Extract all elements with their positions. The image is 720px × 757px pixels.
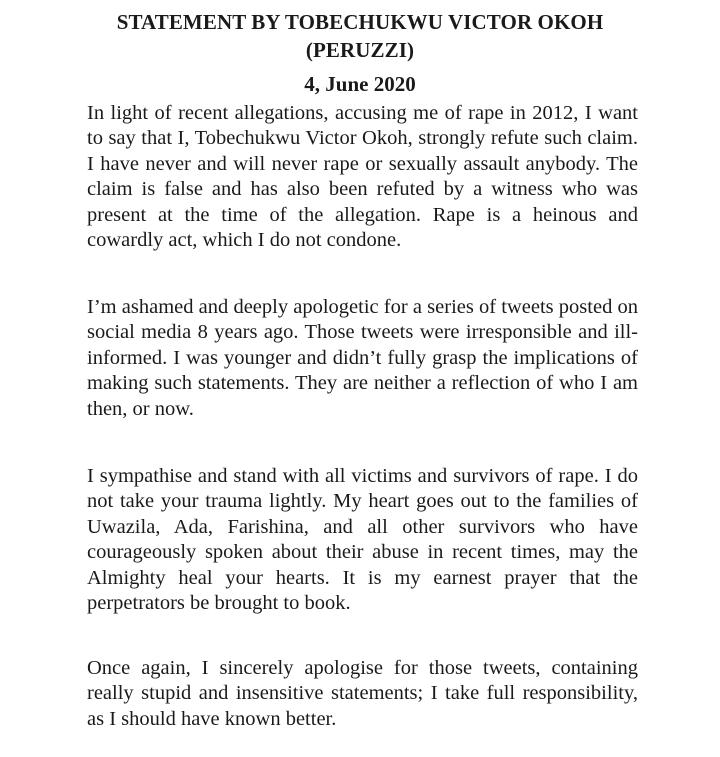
paragraph-apology-tweets: I’m ashamed and deeply apologetic for a series of tweets posted on social media 8 years ago. Those tweets were irresponsible and ill-informed. I was younger and didn’t fully grasp the implications of making such statements. They are neither a reflection of who I am then, or now. bbox=[87, 296, 638, 420]
statement-title: STATEMENT BY TOBECHUKWU VICTOR OKOH bbox=[116, 10, 604, 34]
paragraph-allegations: In light of recent allegations, accusing me of rape in 2012, I want to say that I, Tobechukwu Victor Okoh, strongly refute such claim. I have never and will never rape or sexually assault anybody. The claim is false and has also been refuted by a witness who was present at the time of the allegation. Rape is a heinous and cowardly act, which I do not condone. bbox=[87, 102, 638, 252]
paragraph-closing: Once again, I sincerely apologise for those tweets, containing really stupid and insensitive statements; I take full responsibility, as I should have known better. bbox=[87, 657, 638, 730]
statement-date: 4, June 2020 bbox=[304, 72, 416, 96]
statement-subtitle: (PERUZZI) bbox=[305, 38, 415, 62]
paragraph-sympathy: I sympathise and stand with all victims and survivors of rape. I do not take your trauma lightly. My heart goes out to the families of Uwazila, Ada, Farishina, and all other survivors who have courageously spoken about their abuse in recent times, may the Almighty heal your hearts. It is my earnest prayer that the perpetrators be brought to book. bbox=[87, 465, 638, 615]
